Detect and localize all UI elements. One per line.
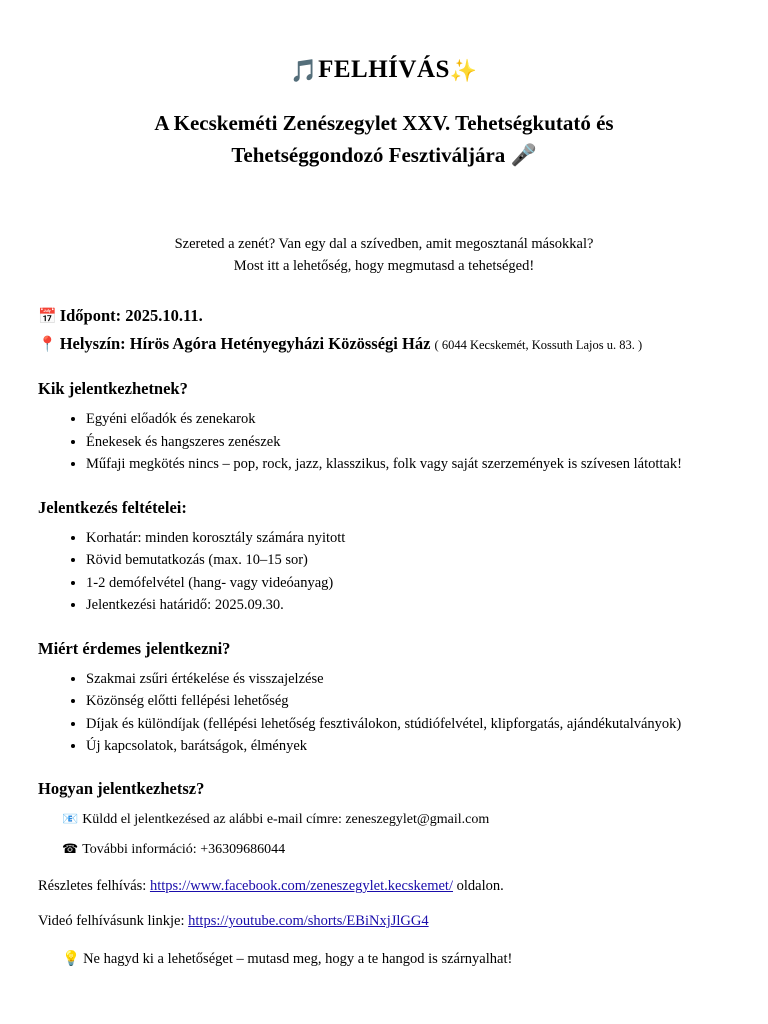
section-heading-who: Kik jelentkezhetnek? xyxy=(38,379,188,399)
list-item: • Közönség előtti fellépési lehetőség xyxy=(86,691,730,712)
section-list-why xyxy=(38,669,730,758)
intro-paragraph xyxy=(38,233,730,278)
section-list-conditions xyxy=(38,528,730,617)
list-item: • Egyéni előadók és zenekarok xyxy=(86,409,730,430)
section-heading-how: Hogyan jelentkezhetsz? xyxy=(38,779,205,799)
youtube-link-line xyxy=(38,913,730,930)
section-list-who xyxy=(38,409,730,475)
list-item: • Díjak és különdíjak (fellépési lehetőség fesztiválokon, stúdiófelvétel, klipforgatás, ajándékutalványok) xyxy=(86,714,730,735)
facebook-link-line xyxy=(38,878,730,895)
subtitle-line-2: Tehetséggondozó Fesztiváljára xyxy=(231,142,506,167)
document-title-row xyxy=(38,56,730,84)
event-facts xyxy=(38,302,730,358)
envelope-icon: 📧 xyxy=(62,811,79,827)
list-item: • Szakmai zsűri értékelése és visszajelzése xyxy=(86,669,730,690)
youtube-link[interactable]: https://youtube.com/shorts/EBiNxjJlGG4 xyxy=(188,913,429,930)
section-heading-why: Miért érdemes jelentkezni? xyxy=(38,638,231,658)
list-item: • Új kapcsolatok, barátságok, élmények xyxy=(86,736,730,757)
contact-phone-text: További információ: +36309686044 xyxy=(82,842,286,858)
sparkle-icon: ✨ xyxy=(449,58,478,83)
microphone-icon: 🎤 xyxy=(510,142,537,167)
list-item: • Énekesek és hangszeres zenészek xyxy=(86,432,730,453)
list-item: • 1-2 demófelvétel (hang- vagy videóanyag) xyxy=(86,573,730,594)
event-date xyxy=(38,302,730,330)
contact-email xyxy=(62,809,730,830)
youtube-link-prefix: Videó felhívásunk linkje: xyxy=(38,913,189,930)
event-date-label: Időpont: 2025.10.11. xyxy=(59,305,203,325)
list-item: • Korhatár: minden korosztály számára nyitott xyxy=(86,528,730,549)
page-title: FELHÍVÁS xyxy=(318,56,450,83)
intro-line-1: Szereted a zenét? Van egy dal a szívedben, amit megosztanál másokkal? xyxy=(174,236,594,252)
closing-line xyxy=(62,950,730,968)
facebook-link-prefix: Részletes felhívás: xyxy=(38,878,150,895)
calendar-icon: 📅 xyxy=(38,308,57,325)
list-item: • Rövid bemutatkozás (max. 10–15 sor) xyxy=(86,550,730,571)
facebook-link[interactable]: https://www.facebook.com/zeneszegylet.kecskemet/ xyxy=(149,878,453,895)
list-item: • Jelentkezési határidő: 2025.09.30. xyxy=(86,595,730,616)
telephone-icon: ☎ xyxy=(62,841,79,857)
event-venue-address: ( 6044 Kecskemét, Kossuth Lajos u. 83. ) xyxy=(434,337,643,352)
section-heading-conditions: Jelentkezés feltételei: xyxy=(38,497,187,517)
contact-phone xyxy=(62,839,730,860)
music-note-icon: 🎵 xyxy=(290,58,319,83)
lightbulb-icon: 💡 xyxy=(62,951,81,968)
subtitle-line-1: A Kecskeméti Zenészegylet XXV. Tehetségkutató és xyxy=(154,111,614,135)
contact-email-text: Küldd el jelentkezésed az alábbi e-mail címre: zeneszegylet@gmail.com xyxy=(82,812,490,828)
document-subtitle xyxy=(78,108,690,171)
facebook-link-suffix: oldalon. xyxy=(453,878,504,895)
event-venue-label: Helyszín: Hírös Agóra Hetényegyházi Közösségi Ház xyxy=(59,333,431,353)
location-pin-icon: 📍 xyxy=(38,336,57,353)
intro-line-2: Most itt a lehetőség, hogy megmutasd a tehetséged! xyxy=(233,258,535,275)
list-item: • Műfaji megkötés nincs – pop, rock, jazz, klasszikus, folk vagy saját szerzemények is szívesen látottak! xyxy=(86,454,730,475)
closing-text: Ne hagyd ki a lehetőséget – mutasd meg, hogy a te hangod is szárnyalhat! xyxy=(83,951,513,968)
event-venue xyxy=(38,330,730,358)
